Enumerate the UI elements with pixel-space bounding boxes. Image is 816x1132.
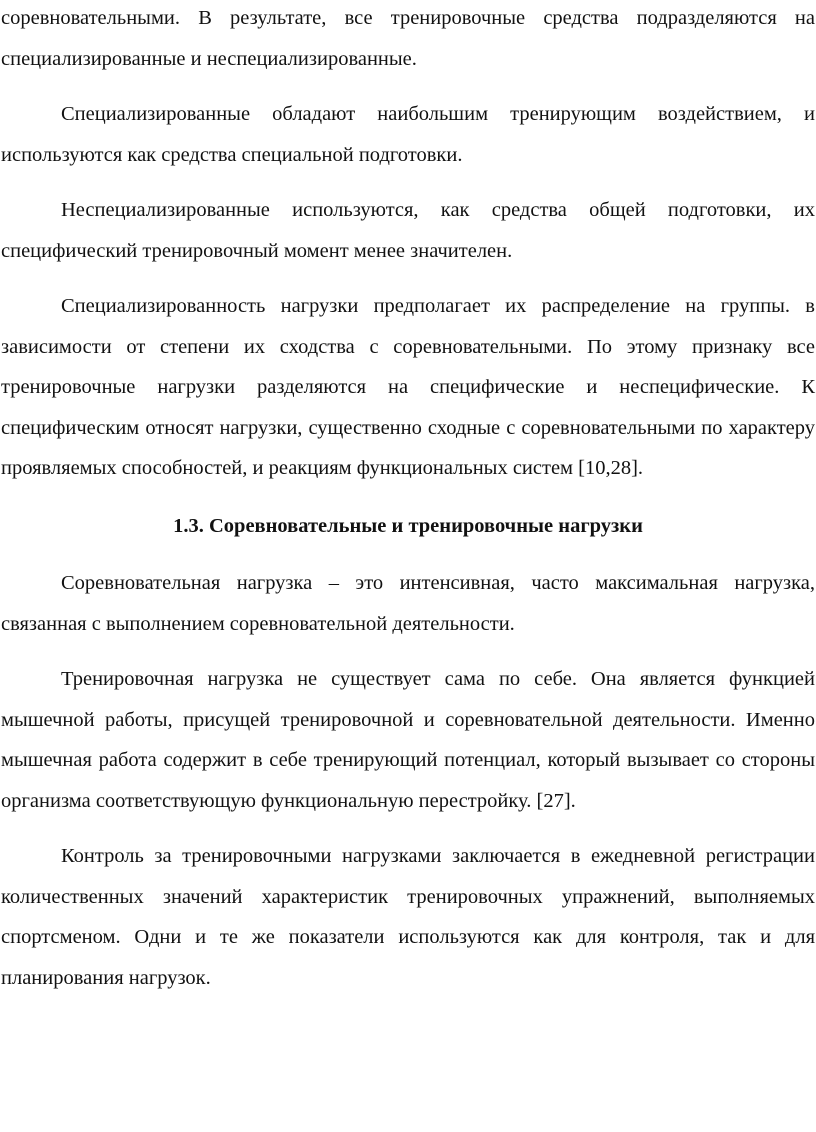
section-heading: 1.3. Соревновательные и тренировочные нагрузки [173, 514, 643, 537]
paragraph-continuation: соревновательными. В результате, все тренировочные средства подразделяются на специализированные и неспециализированные. [1, 7, 815, 70]
paragraph-spacer [1, 79, 815, 94]
paragraph-training-load: Тренировочная нагрузка не существует сама по себе. Она является функцией мышечной работы, присущей тренировочной и соревновательной деятельности. Именно мышечная работа содержит в себе тренирующий потенциал, который вызывает со стороны организма соответствующую функциональную перестройку. [27]. [1, 668, 815, 812]
paragraph-spacer [1, 489, 815, 506]
paragraph-load-specialization: Специализированность нагрузки предполагает их распределение на группы. в зависимости от степени их сходства с соревновательными. По этому признаку все тренировочные нагрузки разделяются на специфические и неспецифические. К специфическим относят нагрузки, существенно сходные с соревновательными по характеру проявляемых способностей, и реакциям функциональных систем [10,28]. [1, 295, 815, 479]
paragraph-spacer [1, 821, 815, 836]
paragraph-specialized: Специализированные обладают наибольшим тренирующим воздействием, и используются как средства специальной подготовки. [1, 103, 815, 166]
paragraph-spacer [1, 644, 815, 659]
paragraph-spacer [1, 546, 815, 563]
paragraph-spacer [1, 175, 815, 190]
paragraph-nonspecialized: Неспециализированные используются, как средства общей подготовки, их специфический тренировочный момент менее значителен. [1, 199, 815, 262]
paragraph-spacer [1, 271, 815, 286]
paragraph-load-control: Контроль за тренировочными нагрузками заключается в ежедневной регистрации количественных значений характеристик тренировочных упражнений, выполняемых спортсменом. Одни и те же показатели используются как для контроля, так и для планирования нагрузок. [1, 845, 815, 989]
paragraph-competitive-load: Соревновательная нагрузка – это интенсивная, часто максимальная нагрузка, связанная с выполнением соревновательной деятельности. [1, 572, 815, 635]
